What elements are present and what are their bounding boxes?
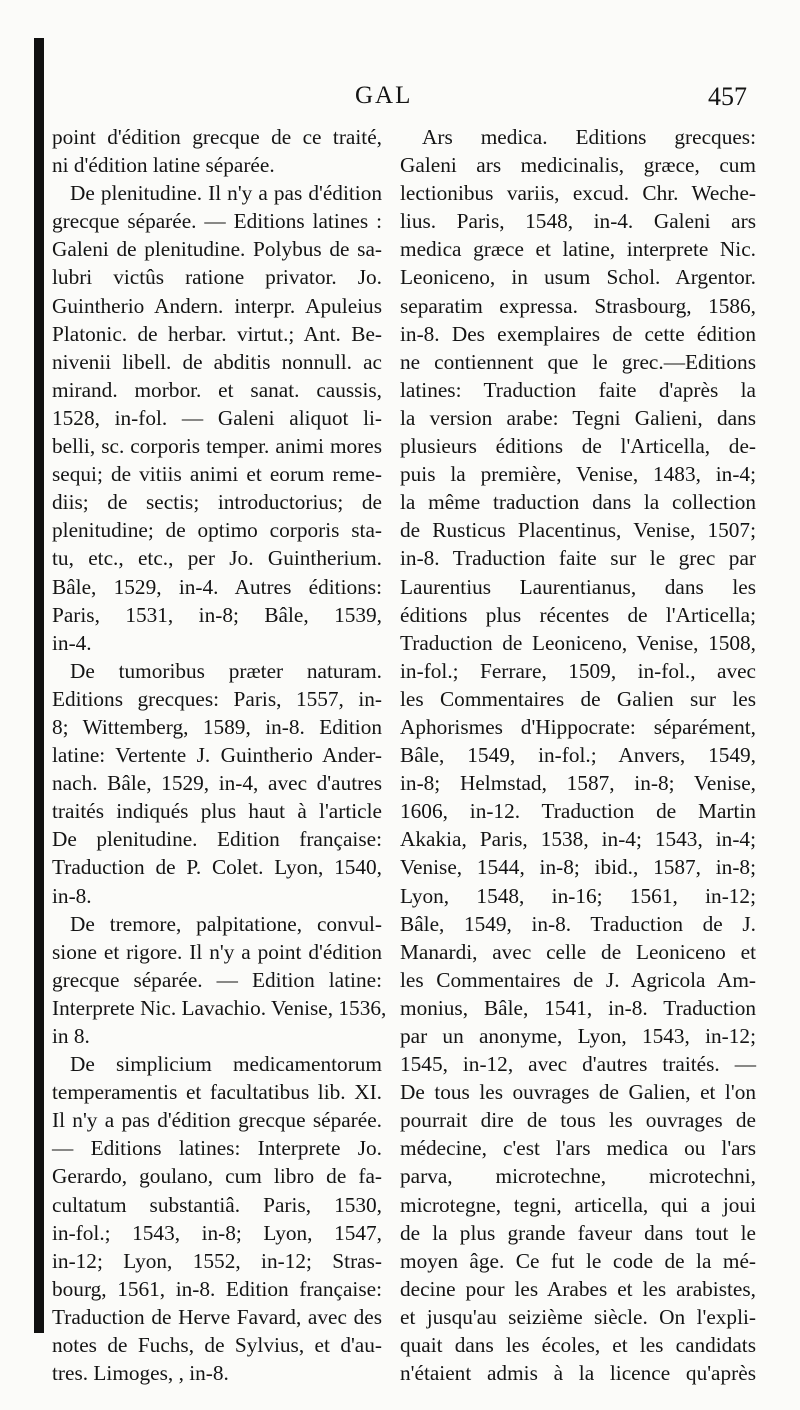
- text-line: lectionibus variis, excud. Chr. Weche-: [400, 181, 756, 206]
- text-line: Editions grecques: Paris, 1557, in-: [52, 686, 382, 711]
- text-line: sequi; de vitiis animi et eorum reme-: [52, 462, 382, 487]
- text-line: pourrait dire de tous les ouvrages de: [400, 1108, 756, 1133]
- text-line: sione et rigore. Il n'y a point d'édition: [52, 939, 382, 964]
- text-line: les Commentaires de J. Agricola Am-: [400, 967, 756, 992]
- text-line: 1545, in-12, avec d'autres traités. —: [400, 1052, 756, 1077]
- text-line: in-8. Des exemplaires de cette édition: [400, 321, 756, 346]
- text-line: Venise, 1544, in-8; ibid., 1587, in-8;: [400, 855, 756, 880]
- text-line: De simplicium medicamentorum: [70, 1052, 382, 1077]
- text-line: in-fol.; 1543, in-8; Lyon, 1547,: [52, 1220, 382, 1245]
- text-line: traités indiqués plus haut à l'article: [52, 799, 382, 824]
- text-line: Bâle, 1549, in-fol.; Anvers, 1549,: [400, 743, 756, 768]
- text-line: lubri victûs ratione privator. Jo.: [52, 265, 382, 290]
- text-line: decine pour les Arabes et les arabistes,: [400, 1276, 756, 1301]
- text-line: notes de Fuchs, de Sylvius, et d'au-: [52, 1333, 382, 1358]
- text-line: De tumoribus præter naturam.: [70, 658, 382, 683]
- text-line: grecque séparée. — Edition latine:: [52, 967, 382, 992]
- text-line: mirand. morbor. et sanat. caussis,: [52, 377, 382, 402]
- text-line: Bâle, 1529, in-4. Autres éditions:: [52, 574, 382, 599]
- text-line: Traduction de Herve Favard, avec des: [52, 1304, 382, 1329]
- text-line: par un anonyme, Lyon, 1543, in-12;: [400, 1024, 756, 1048]
- text-line: grecque séparée. — Editions latines :: [52, 209, 382, 234]
- text-line: Lyon, 1548, in-16; 1561, in-12;: [400, 883, 756, 908]
- text-line: latine: Vertente J. Guintherio Ander-: [52, 743, 382, 768]
- text-line: Guintherio Andern. interpr. Apuleius: [52, 293, 382, 318]
- text-line: Gerardo, goulano, cum libro de fa-: [52, 1164, 382, 1189]
- running-head: [0, 82, 800, 122]
- page-number: 457: [708, 82, 747, 111]
- text-line: in-12; Lyon, 1552, in-12; Stras-: [52, 1248, 382, 1273]
- text-line: monius, Bâle, 1541, in-8. Traduction: [400, 995, 756, 1020]
- text-line: tu, etc., etc., per Jo. Guintherium.: [52, 546, 382, 571]
- text-line: latines: Traduction faite d'après la: [400, 377, 756, 402]
- text-line: De plenitudine. Edition française:: [52, 827, 382, 852]
- text-line: point d'édition grecque de ce traité,: [52, 125, 382, 149]
- text-line: separatim expressa. Strasbourg, 1586,: [400, 293, 756, 318]
- left-column: [52, 123, 387, 1387]
- text-line: microtegne, tegni, articella, qui a joui: [400, 1192, 756, 1217]
- text-line: in-8; Helmstad, 1587, in-8; Venise,: [400, 771, 756, 796]
- text-line: Il n'y a pas d'édition grecque séparée.: [52, 1108, 382, 1133]
- text-line: in-8. Traduction faite sur le grec par: [400, 546, 756, 571]
- text-line: Traduction de Leoniceno, Venise, 1508,: [400, 630, 756, 655]
- text-line: Platonic. de herbar. virtut.; Ant. Be-: [52, 321, 382, 346]
- text-line: Akakia, Paris, 1538, in-4; 1543, in-4;: [400, 827, 756, 852]
- text-line: n'étaient admis à la licence qu'après: [400, 1361, 756, 1386]
- text-line: éditions plus récentes de l'Articella;: [400, 602, 756, 627]
- text-line: De plenitudine. Il n'y a pas d'édition: [70, 181, 382, 206]
- text-line: Manardi, avec celle de Leoniceno et: [400, 939, 756, 964]
- text-line: de la plus grande faveur dans tout le: [400, 1220, 756, 1245]
- running-head-title: GAL: [355, 82, 413, 109]
- text-line: — Editions latines: Interprete Jo.: [52, 1136, 382, 1161]
- text-line: Galeni ars medicinalis, græce, cum: [400, 153, 756, 178]
- text-line: nivenii libell. de abditis nonnull. ac: [52, 349, 382, 374]
- text-line: 1606, in-12. Traduction de Martin: [400, 799, 756, 824]
- text-line: puis la première, Venise, 1483, in-4;: [400, 462, 756, 487]
- text-line: bourg, 1561, in-8. Edition française:: [52, 1276, 382, 1301]
- text-line: in 8.: [52, 1024, 90, 1048]
- text-line: ne contiennent que le grec.—Editions: [400, 349, 756, 374]
- text-line: de Rusticus Placentinus, Venise, 1507;: [400, 518, 756, 543]
- text-line: ni d'édition latine séparée.: [52, 153, 275, 178]
- text-line: Ars medica. Editions grecques:: [422, 125, 756, 149]
- binding-edge: [34, 38, 44, 1333]
- text-line: temperamentis et facultatibus lib. XI.: [52, 1080, 382, 1105]
- text-line: la même traduction dans la collection: [400, 490, 756, 515]
- text-line: Paris, 1531, in-8; Bâle, 1539,: [52, 602, 382, 627]
- text-line: Bâle, 1549, in-8. Traduction de J.: [400, 911, 756, 936]
- text-line: médecine, c'est l'ars medica ou l'ars: [400, 1136, 756, 1161]
- text-line: cultatum substantiâ. Paris, 1530,: [52, 1192, 382, 1217]
- text-line: De tremore, palpitatione, convul-: [70, 911, 382, 936]
- text-line: la version arabe: Tegni Galieni, dans: [400, 405, 756, 430]
- text-line: les Commentaires de Galien sur les: [400, 686, 756, 711]
- text-line: lius. Paris, 1548, in-4. Galeni ars: [400, 209, 756, 234]
- text-line: Interprete Nic. Lavachio. Venise, 1536,: [52, 995, 387, 1020]
- text-line: in-4.: [52, 630, 92, 655]
- text-line: belli, sc. corporis temper. animi mores: [52, 434, 382, 459]
- text-line: plusieurs éditions de l'Articella, de-: [400, 434, 756, 459]
- text-line: medica græce et latine, interprete Nic.: [400, 237, 756, 262]
- right-column: [400, 123, 756, 1387]
- text-line: moyen âge. Ce fut le code de la mé-: [400, 1248, 756, 1273]
- text-line: nach. Bâle, 1529, in-4, avec d'autres: [52, 771, 382, 796]
- text-line: quait dans les écoles, et les candidats: [400, 1333, 756, 1358]
- text-line: parva, microtechne, microtechni,: [400, 1164, 756, 1189]
- text-line: 8; Wittemberg, 1589, in-8. Edition: [52, 714, 382, 739]
- text-line: Laurentius Laurentianus, dans les: [400, 574, 756, 599]
- text-line: plenitudine; de optimo corporis sta-: [52, 518, 382, 543]
- text-line: in-8.: [52, 883, 92, 908]
- text-line: in-fol.; Ferrare, 1509, in-fol., avec: [400, 658, 756, 683]
- text-line: Leoniceno, in usum Schol. Argentor.: [400, 265, 756, 290]
- text-line: Galeni de plenitudine. Polybus de sa-: [52, 237, 382, 262]
- text-line: Aphorismes d'Hippocrate: séparément,: [400, 714, 756, 739]
- text-line: De tous les ouvrages de Galien, et l'on: [400, 1080, 756, 1105]
- text-line: tres. Limoges, , in-8.: [52, 1361, 229, 1386]
- text-line: 1528, in-fol. — Galeni aliquot li-: [52, 405, 382, 430]
- text-line: Traduction de P. Colet. Lyon, 1540,: [52, 855, 382, 880]
- text-line: diis; de sectis; introductorius; de: [52, 490, 382, 515]
- text-line: et jusqu'au seizième siècle. On l'expli-: [400, 1304, 756, 1329]
